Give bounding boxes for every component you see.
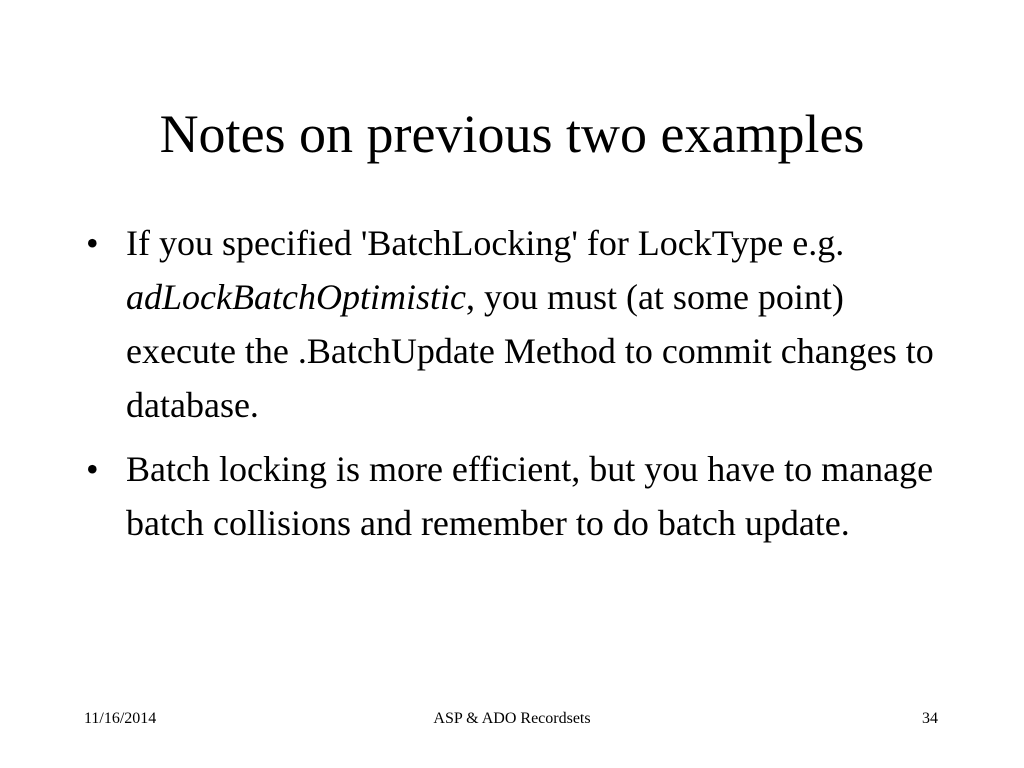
bullet-text-part: Batch locking is more efficient, but you have to manage batch collisions and remember to do batch update. bbox=[126, 449, 934, 543]
bullet-emphasis: adLockBatchOptimistic bbox=[126, 277, 466, 317]
bullet-list bbox=[86, 216, 956, 560]
bullet-text-part: If you specified 'BatchLocking' for LockType e.g. bbox=[126, 223, 845, 263]
bullet-icon: • bbox=[86, 223, 99, 263]
footer-title: ASP & ADO Recordsets bbox=[433, 710, 591, 727]
footer-date: 11/16/2014 bbox=[84, 710, 157, 727]
bullet-text-part: , you must (at some point) execute the .BatchUpdate Method to commit changes to database. bbox=[126, 277, 934, 425]
bullet-icon: • bbox=[86, 449, 99, 489]
bullet-text bbox=[126, 216, 956, 432]
bullet-item bbox=[86, 442, 956, 550]
bullet-item bbox=[86, 216, 956, 432]
bullet-text bbox=[126, 442, 956, 550]
slide-title: Notes on previous two examples bbox=[159, 104, 865, 164]
footer-page-number: 34 bbox=[922, 710, 938, 727]
